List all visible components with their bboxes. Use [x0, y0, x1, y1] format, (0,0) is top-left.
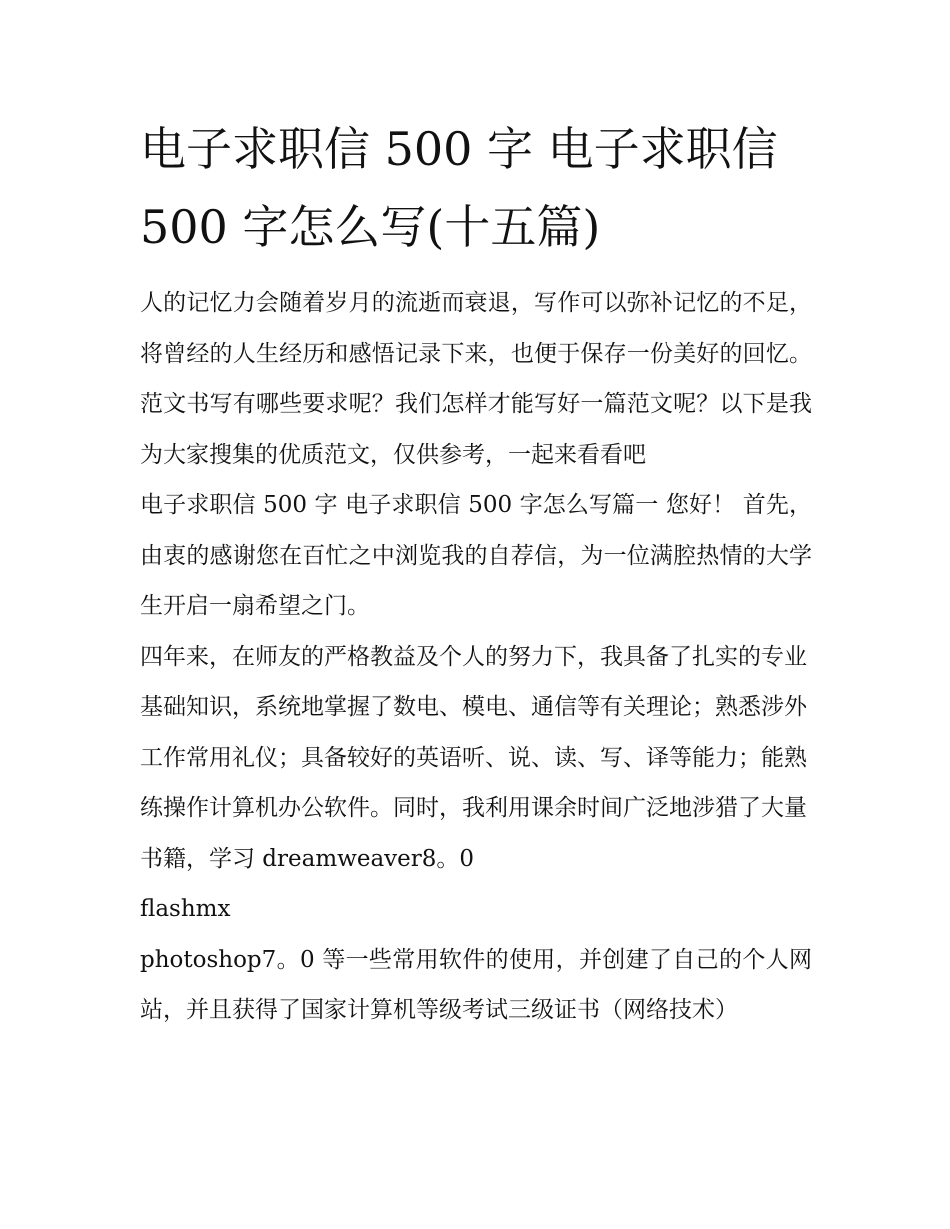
document-page — [140, 110, 812, 1036]
software-paragraph: photoshop7。0 等一些常用软件的使用，并创建了自己的个人网站，并且获得了国家计算机等级考试三级证书（网络技术） — [140, 946, 812, 1023]
document-title: 电子求职信 500 字 电子求职信 500 字怎么写(十五篇) — [140, 122, 778, 254]
intro-paragraph: 人的记忆力会随着岁月的流逝而衰退，写作可以弥补记忆的不足，将曾经的人生经历和感悟记录下来，也便于保存一份美好的回忆。范文书写有哪些要求呢？我们怎样才能写好一篇范文呢？以下是我为大家搜集的优质范文，仅供参考，一起来看看吧 — [140, 290, 812, 468]
letter-opening-paragraph: 电子求职信 500 字 电子求职信 500 字怎么写篇一 您好！ 首先，由衷的感谢您在百忙之中浏览我的自荐信，为一位满腔热情的大学生开启一扇希望之门。 — [140, 492, 812, 619]
skills-paragraph: 四年来，在师友的严格教益及个人的努力下，我具备了扎实的专业基础知识，系统地掌握了数电、模电、通信等有关理论；熟悉涉外工作常用礼仪；具备较好的英语听、说、读、写、译等能力；能熟练操作计算机办公软件。同时，我利用课余时间广泛地涉猎了大量书籍，学习 dreamweaver8。0 flashmx — [140, 643, 807, 922]
